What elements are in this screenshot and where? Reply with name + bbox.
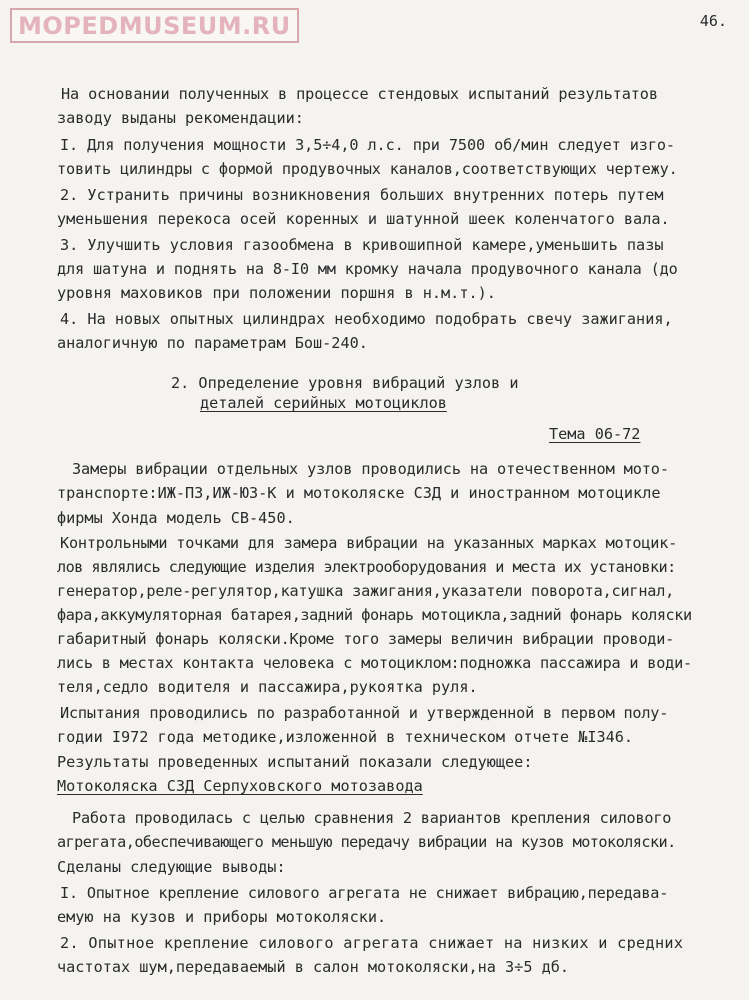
site-watermark: MOPEDMUSEUM.RU — [10, 8, 299, 43]
text-line: I. Для получения мощности 3,5÷4,0 л.с. при 7500 об/мин следует изго- — [60, 136, 675, 154]
text-line: Работа проводилась с целью сравнения 2 вариантов крепления силового — [72, 809, 672, 827]
text-line: транспорте:ИЖ-ПЗ,ИЖ-ЮЗ-К и мотоколяске СЗД и иностранном мотоцикле — [57, 484, 661, 502]
text-line: агрегата,обеспечивающего меньшую передачу вибрации на кузов мотоколяски. — [57, 833, 676, 851]
text-line: Результаты проведенных испытаний показали следующее: — [57, 753, 533, 771]
text-line: фирмы Хонда модель СВ-450. — [57, 509, 295, 527]
text-line: аналогичную по параметрам Бош-240. — [57, 334, 368, 352]
text-line: На основании полученных в процессе стендовых испытаний результатов — [61, 85, 658, 103]
text-line: лов являлись следующие изделия электрооборудования и места их установки: — [57, 558, 676, 576]
text-line: емую на кузов и приборы мотоколяски. — [57, 908, 387, 926]
text-line: 2. Устранить причины возникновения больших внутренних потерь путем — [60, 186, 664, 204]
text-line: Замеры вибрации отдельных узлов проводились на отечественном мото- — [72, 460, 669, 478]
text-line: теля,седло водителя и пассажира,рукоятка руля. — [57, 678, 478, 696]
subsection-heading: Мотоколяска СЗД Серпуховского мотозавода — [57, 777, 423, 795]
section-heading-subtitle: деталей серийных мотоциклов — [200, 394, 447, 412]
text-line: I. Опытное крепление силового агрегата не снижает вибрацию,передава- — [60, 884, 669, 902]
text-line: Сделаны следующие выводы: — [57, 858, 286, 876]
text-line: Контрольными точками для замера вибрации на указанных марках мотоцик- — [60, 534, 678, 552]
text-line: 3. Улучшить условия газообмена в кривошипной камере,уменьшить пазы — [60, 236, 664, 254]
text-line: Испытания проводились по разработанной и утвержденной в первом полу- — [60, 704, 669, 722]
text-line: 2. Опытное крепление силового агрегата снижает на низких и средних — [60, 934, 684, 952]
page-number: 46. — [699, 12, 727, 30]
text-line: для шатуна и поднять на 8-I0 мм кромку начала продувочного канала (до — [57, 260, 678, 278]
text-line: габаритный фонарь коляски.Кроме того замеры величин вибрации проводи- — [57, 630, 675, 648]
topic-label: Тема 06-72 — [549, 425, 641, 443]
text-line: уровня маховиков при положении поршня в н.м.т.). — [57, 284, 496, 302]
text-line: товить цилиндры с формой продувочных каналов,соответствующих чертежу. — [57, 160, 678, 178]
section-heading: 2. Определение уровня вибраций узлов и — [171, 374, 519, 392]
text-line: заводу выданы рекомендации: — [57, 109, 304, 127]
text-line: уменьшения перекоса осей коренных и шатунной шеек коленчатого вала. — [57, 210, 670, 228]
text-line: годии I972 года методике,изложенной в техническом отчете №I346. — [57, 728, 634, 746]
text-line: 4. На новых опытных цилиндрах необходимо подобрать свечу зажигания, — [60, 310, 673, 328]
text-line: генератор,реле-регулятор,катушка зажигания,указатели поворота,сигнал, — [57, 582, 675, 600]
text-line: лись в местах контакта человека с мотоциклом:подножка пассажира и води- — [57, 654, 692, 672]
text-line: фара,аккумуляторная батарея,задний фонарь мотоцикла,задний фонарь коляски — [57, 606, 692, 624]
text-line: частотах шум,передаваемый в салон мотоколяски,на 3÷5 дб. — [57, 958, 570, 976]
